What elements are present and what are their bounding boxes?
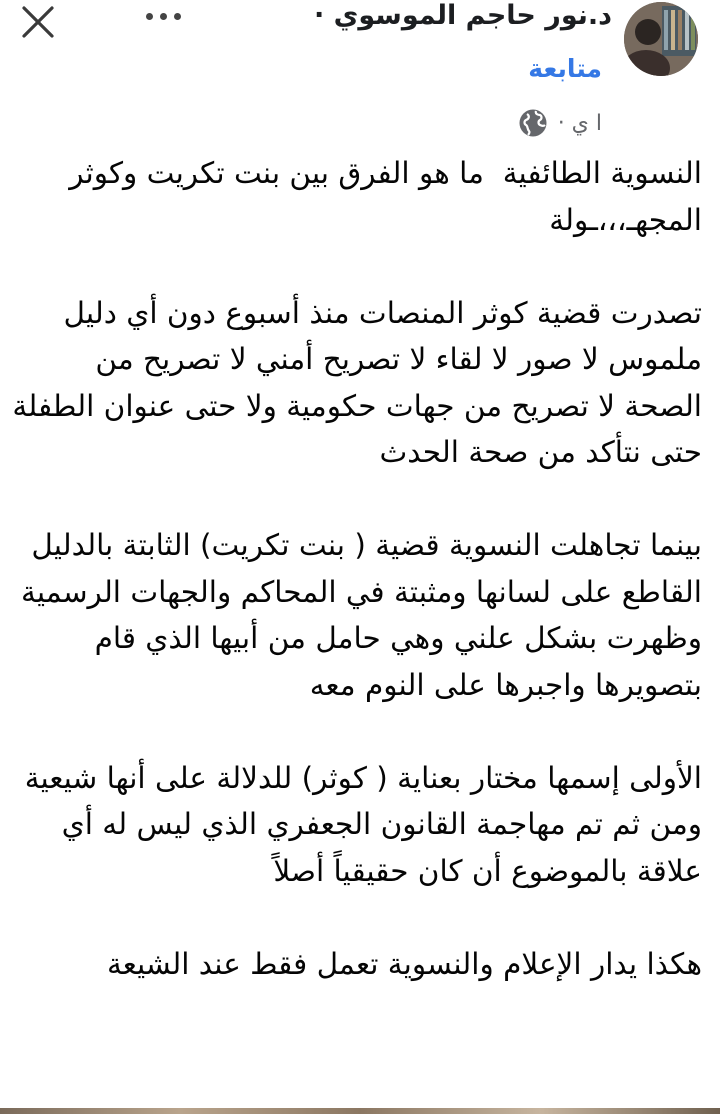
author-name[interactable]: د.نور حاجم الموسوي · xyxy=(313,0,612,31)
avatar-image xyxy=(624,2,698,76)
post-meta xyxy=(518,106,602,140)
more-options-button[interactable] xyxy=(138,4,188,28)
post-time: ا ي · xyxy=(557,110,602,136)
more-options-dot xyxy=(174,13,181,20)
avatar[interactable] xyxy=(624,2,698,76)
more-options-dot xyxy=(160,13,167,20)
next-media-preview xyxy=(0,1108,720,1114)
post-body: النسوية الطائفية ما هو الفرق بين بنت تكريت وكوثر المجهـ،،،ـولة تصدرت قضية كوثر المنصات منذ أسبوع دون أي دليل ملموس لا صور لا لقاء لا تصريح أمني لا تصريح من الصحة لا تصريح من جهات حكومية ولا حتى عنوان الطفلة حتى نتأكد من صحة الحدث بينما تجاهلت النسوية قضية ( بنت تكريت) الثابتة بالدليل القاطع على لسانها ومثبتة في المحاكم والجهات الرسمية وظهرت بشكل علني وهي حامل من أبيها الذي قام بتصويرها واجبرها على النوم معه الأولى إسمها مختار بعناية ( كوثر) للدلالة على أنها شيعية ومن ثم تم مهاجمة القانون الجعفري الذي ليس له أي علاقة بالموضوع أن كان حقيقياً أصلاً هكذا يدار الإعلام والنسوية تعمل فقط عند الشيعة xyxy=(12,156,702,981)
close-button[interactable] xyxy=(18,2,58,42)
close-icon xyxy=(21,5,55,39)
more-options-icon xyxy=(146,13,153,20)
follow-button[interactable]: متابعة xyxy=(528,54,602,83)
globe-icon[interactable] xyxy=(518,108,548,138)
